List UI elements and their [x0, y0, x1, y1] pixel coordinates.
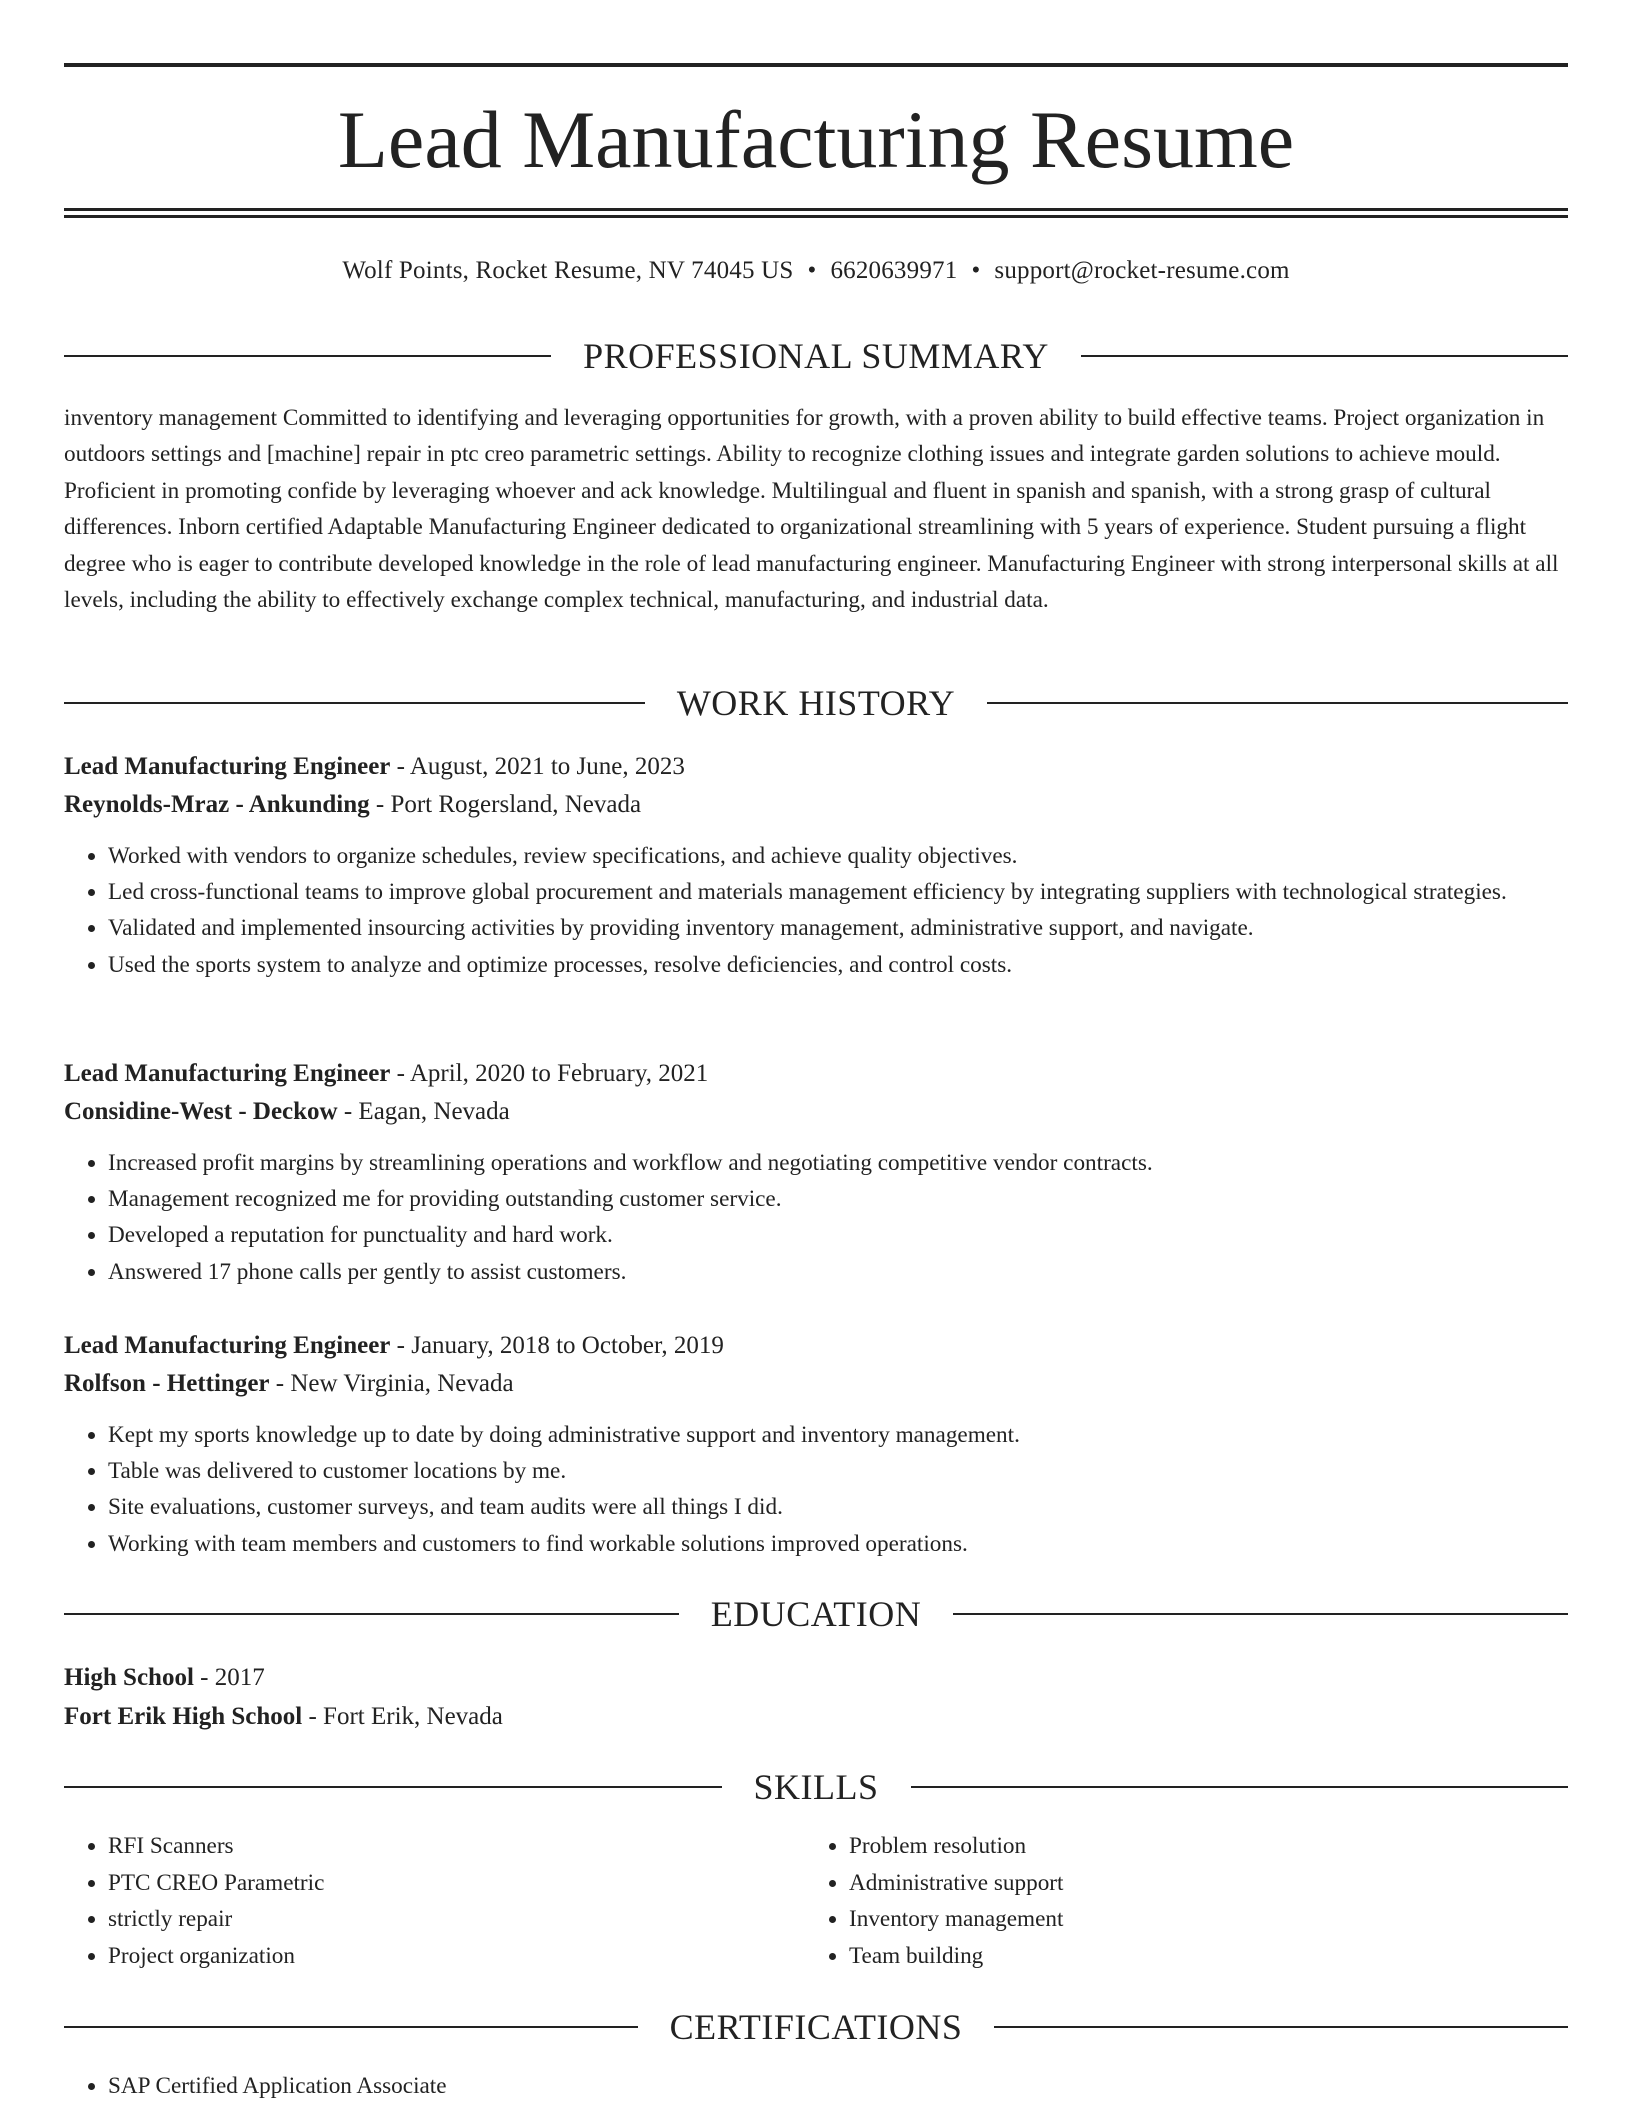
skill-item: • Administrative support — [849, 1865, 1549, 1902]
education-school: Fort Erik High School — [64, 1703, 303, 1730]
education-location: - Fort Erik, Nevada — [302, 1703, 503, 1730]
skill-item: • Project organization — [108, 1938, 808, 1975]
heading-rule — [64, 2026, 638, 2028]
job-location: - Eagan, Nevada — [337, 1098, 510, 1125]
skills-column — [805, 1828, 1549, 1974]
job-bullet: • Used the sports system to analyze and optimize processes, resolve deficiencies, and control costs. — [108, 947, 1568, 983]
section-heading-summary — [64, 334, 1568, 378]
section-heading-certifications — [64, 2005, 1568, 2049]
job-bullet: • Worked with vendors to organize schedules, review specifications, and achieve quality objectives. — [108, 838, 1568, 874]
heading-rule — [987, 702, 1568, 704]
job-location: - Port Rogersland, Nevada — [369, 791, 642, 818]
certifications-list — [64, 2068, 1568, 2104]
job-bullet: • Table was delivered to customer locations by me. — [108, 1453, 1568, 1489]
contact-separator: • — [971, 257, 981, 284]
skill-item: • strictly repair — [108, 1901, 808, 1938]
job-title: Lead Manufacturing Engineer — [64, 753, 391, 780]
job-bullet: • Kept my sports knowledge up to date by doing administrative support and inventory management. — [108, 1417, 1568, 1453]
certifications-items — [64, 2068, 1568, 2104]
certification-item: • SAP Certified Application Associate — [108, 2068, 1568, 2104]
skill-item: • Team building — [849, 1938, 1549, 1975]
heading-rule — [64, 355, 551, 357]
section-title: SKILLS — [753, 1767, 879, 1807]
job-bullets — [64, 1417, 1568, 1562]
heading-rule — [1081, 355, 1568, 357]
job-bullet: • Working with team members and customers to find workable solutions improved operations. — [108, 1526, 1568, 1562]
contact-address: Wolf Points, Rocket Resume, NV 74045 US — [342, 257, 794, 284]
job-entry — [64, 1327, 1568, 1562]
heading-rule — [64, 702, 645, 704]
education-degree: High School — [64, 1664, 194, 1691]
job-bullet: • Site evaluations, customer surveys, and team audits were all things I did. — [108, 1489, 1568, 1525]
skill-item: • Problem resolution — [849, 1828, 1549, 1865]
section-heading-skills — [64, 1765, 1568, 1809]
job-bullet: • Management recognized me for providing outstanding customer service. — [108, 1181, 1568, 1217]
job-bullet: • Validated and implemented insourcing activities by providing inventory management, administrative support, and navigate. — [108, 910, 1568, 946]
job-title: Lead Manufacturing Engineer — [64, 1332, 391, 1359]
job-location: - New Virginia, Nevada — [269, 1370, 514, 1397]
job-bullet: • Developed a reputation for punctuality and hard work. — [108, 1217, 1568, 1253]
heading-rule — [64, 1613, 679, 1615]
section-title: CERTIFICATIONS — [669, 2007, 963, 2047]
page-title: Lead Manufacturing Resume — [337, 94, 1295, 185]
job-bullets — [64, 838, 1568, 983]
job-entry — [64, 748, 1568, 983]
section-title: WORK HISTORY — [676, 683, 956, 723]
heading-rule — [994, 2026, 1568, 2028]
job-dates: - January, 2018 to October, 2019 — [390, 1332, 724, 1359]
job-entry — [64, 1055, 1568, 1290]
top-rule — [64, 63, 1568, 67]
job-dates: - April, 2020 to February, 2021 — [390, 1060, 709, 1087]
job-bullet: • Increased profit margins by streamlining operations and workflow and negotiating competitive vendor contracts. — [108, 1145, 1568, 1181]
skills-list — [64, 1828, 1568, 1974]
section-heading-education — [64, 1592, 1568, 1636]
contact-email: support@rocket-resume.com — [994, 257, 1290, 284]
title-double-rule — [64, 208, 1568, 218]
contact-separator: • — [807, 257, 817, 284]
heading-rule — [64, 1786, 722, 1788]
job-company: Reynolds-Mraz - Ankunding — [64, 791, 370, 818]
education-year: - 2017 — [193, 1664, 265, 1691]
job-title: Lead Manufacturing Engineer — [64, 1060, 391, 1087]
skill-item: • RFI Scanners — [108, 1828, 808, 1865]
skills-column — [64, 1828, 808, 1974]
job-bullet: • Answered 17 phone calls per gently to assist customers. — [108, 1254, 1568, 1290]
job-dates: - August, 2021 to June, 2023 — [390, 753, 685, 780]
education-entry — [64, 1658, 1568, 1736]
skill-item: • Inventory management — [849, 1901, 1549, 1938]
heading-rule — [911, 1786, 1569, 1788]
section-heading-work — [64, 681, 1568, 725]
contact-line — [64, 254, 1568, 288]
job-bullet: • Led cross-functional teams to improve global procurement and materials management efficiency by integrating suppliers with technological strategies. — [108, 874, 1568, 910]
job-bullets — [64, 1145, 1568, 1290]
heading-rule — [953, 1613, 1568, 1615]
summary-text: inventory management Committed to identifying and leveraging opportunities for growth, with a proven ability to build effective teams. Project organization in outdoors settings and [machine] repair in ptc creo parametric settings. Ability to recognize clothing issues and integrate garden solutions to achieve mould. Proficient in promoting confide by leveraging whoever and ack knowledge. Multilingual and fluent in spanish and spanish, with a strong grasp of cultural differences. Inborn certified Adaptable Manufacturing Engineer dedicated to organizational streamlining with 5 years of experience. Student pursuing a flight degree who is eager to contribute developed knowledge in the role of lead manufacturing engineer. Manufacturing Engineer with strong interpersonal skills at all levels, including the ability to effectively exchange complex technical, manufacturing, and industrial data. — [64, 405, 1559, 614]
section-title: EDUCATION — [710, 1594, 922, 1634]
contact-phone: 6620639971 — [830, 257, 958, 284]
section-title: PROFESSIONAL SUMMARY — [583, 336, 1049, 376]
skill-item: • PTC CREO Parametric — [108, 1865, 808, 1902]
job-company: Considine-West - Deckow — [64, 1098, 338, 1125]
job-company: Rolfson - Hettinger — [64, 1370, 270, 1397]
